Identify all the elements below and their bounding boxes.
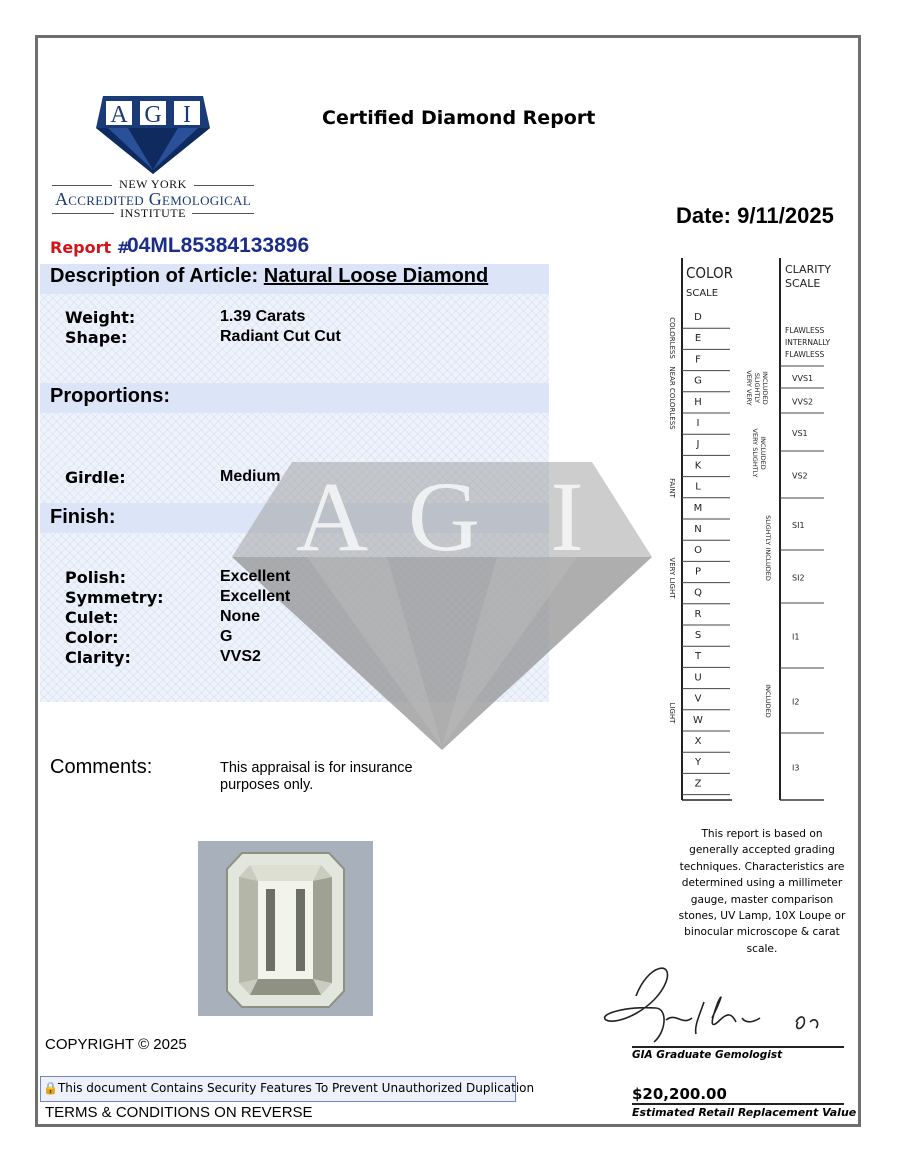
color-grade-y: Y [694,757,702,769]
clarity-group-label: VERY SLIGHTLY [751,428,759,478]
report-number: 04ML85384133896 [127,234,310,257]
clarity-group-label: SLIGHTLY [753,372,761,404]
shape-value: Radiant Cut Cut [220,328,341,345]
color-grade-m: M [693,502,703,514]
page-title: Certified Diamond Report [322,107,596,129]
clarity-grade-si2: SI2 [792,573,805,583]
grading-note: This report is based on generally accepted grading techniques. Characteristics are determined using a millimeter gauge, master comparison stones, UV Lamp, 10X Loupe or binocular microscope & carat scale. [678,828,846,955]
terms-notice: TERMS & CONDITIONS ON REVERSE [45,1104,313,1121]
color-grade-k: K [694,460,702,472]
gemologist-signature [596,962,846,1048]
clarity-flawless-text: FLAWLESS [785,326,825,335]
shape-label: Shape: [65,328,128,347]
price-line [632,1103,844,1105]
description-heading: Description of Article: Natural Loose Diamond [50,265,489,287]
color-grade-t: T [694,651,702,663]
logo-letter-g: G [144,102,162,128]
color-grade-n: N [694,524,702,535]
color-grade-q: Q [694,587,702,599]
clarity-label: Clarity: [65,648,131,667]
color-grade-z: Z [694,778,702,790]
clarity-grade-i1: I1 [792,632,800,642]
girdle-value: Medium [220,468,281,485]
girdle-label: Girdle: [65,468,126,487]
watermark-letter-i: I [550,462,584,572]
finish-heading: Finish: [50,506,116,528]
color-group-label: FAINT [668,478,676,498]
color-group-label: VERY LIGHT [668,557,676,599]
symmetry-label: Symmetry: [65,588,164,607]
color-grade-u: U [694,672,702,684]
color-grade-v: V [694,693,702,705]
color-grade-j: J [696,439,700,451]
color-grade-d: D [694,312,702,323]
comments-label: Comments: [50,756,153,778]
copyright: COPYRIGHT © 2025 [45,1036,187,1053]
logo-letter-a: A [110,102,128,128]
color-grade-s: S [694,630,702,641]
color-value: G [220,628,233,645]
clarity-group-label: SLIGHTLY INCLUDED [764,515,772,581]
color-group-label: LIGHT [668,702,676,724]
grading-scale [664,258,834,806]
clarity-group-label: INCLUDED [761,371,769,405]
color-scale-title: COLOR [686,264,734,282]
security-notice: 🔒This document Contains Security Features To Prevent Unauthorized Duplication [40,1076,516,1102]
logo-new-york: NEW YORK [119,177,187,191]
color-group-label: COLORLESS [668,317,676,359]
diamond-photo [198,841,373,1016]
culet-value: None [220,608,260,625]
logo-institute: INSTITUTE [120,206,186,220]
clarity-flawless-text: INTERNALLY [785,338,831,347]
polish-value: Excellent [220,568,291,585]
signature-line [632,1046,844,1048]
clarity-grade-i3: I3 [792,763,800,773]
lock-icon: 🔒 [43,1081,58,1095]
color-grade-o: O [694,545,702,557]
report-date: Date: 9/11/2025 [676,203,834,228]
polish-label: Polish: [65,568,126,587]
symmetry-value: Excellent [220,588,291,605]
clarity-flawless-text: FLAWLESS [785,350,825,359]
color-grade-l: L [695,481,701,493]
clarity-scale-title: CLARITY [785,263,831,276]
price-value: $20,200.00 [632,1085,727,1103]
signature-label: GIA Graduate Gemologist [632,1049,783,1061]
color-label: Color: [65,628,119,647]
comments-text: This appraisal is for insurance purposes only. [220,760,413,793]
price-label: Estimated Retail Replacement Value [632,1106,857,1119]
color-grade-e: E [694,333,702,345]
color-scale-sub: SCALE [686,288,719,299]
color-grade-x: X [694,736,702,747]
culet-label: Culet: [65,608,119,627]
color-grade-r: R [694,608,702,620]
color-grade-p: P [694,566,702,578]
weight-label: Weight: [65,308,136,327]
watermark-letter-a: A [295,462,369,572]
color-group-label: NEAR COLORLESS [668,366,676,430]
clarity-grade-vvs1: VVS1 [792,374,814,383]
color-grade-w: W [693,714,703,726]
color-grade-h: H [694,396,702,408]
clarity-value: VVS2 [220,648,261,665]
logo-letter-i: I [183,102,191,128]
color-grade-g: G [694,375,702,387]
clarity-grade-si1: SI1 [792,521,805,530]
clarity-group-label: INCLUDED [764,684,772,718]
clarity-group-label: VERY VERY [745,370,753,406]
clarity-grade-i2: I2 [792,697,800,707]
agi-watermark [232,462,652,752]
color-grade-f: F [695,354,701,366]
logo-accredited-gemological: Accredited Gemological [55,189,251,209]
clarity-scale-sub: SCALE [785,277,821,290]
report-label: Report # [50,238,131,257]
clarity-group-label: INCLUDED [759,436,767,470]
weight-value: 1.39 Carats [220,308,306,325]
clarity-grade-vs2: VS2 [792,471,808,481]
color-grade-i: I [696,418,700,429]
proportions-heading: Proportions: [50,385,170,407]
clarity-grade-vs1: VS1 [792,429,808,438]
watermark-letter-g: G [407,462,481,572]
clarity-grade-vvs2: VVS2 [792,397,814,407]
